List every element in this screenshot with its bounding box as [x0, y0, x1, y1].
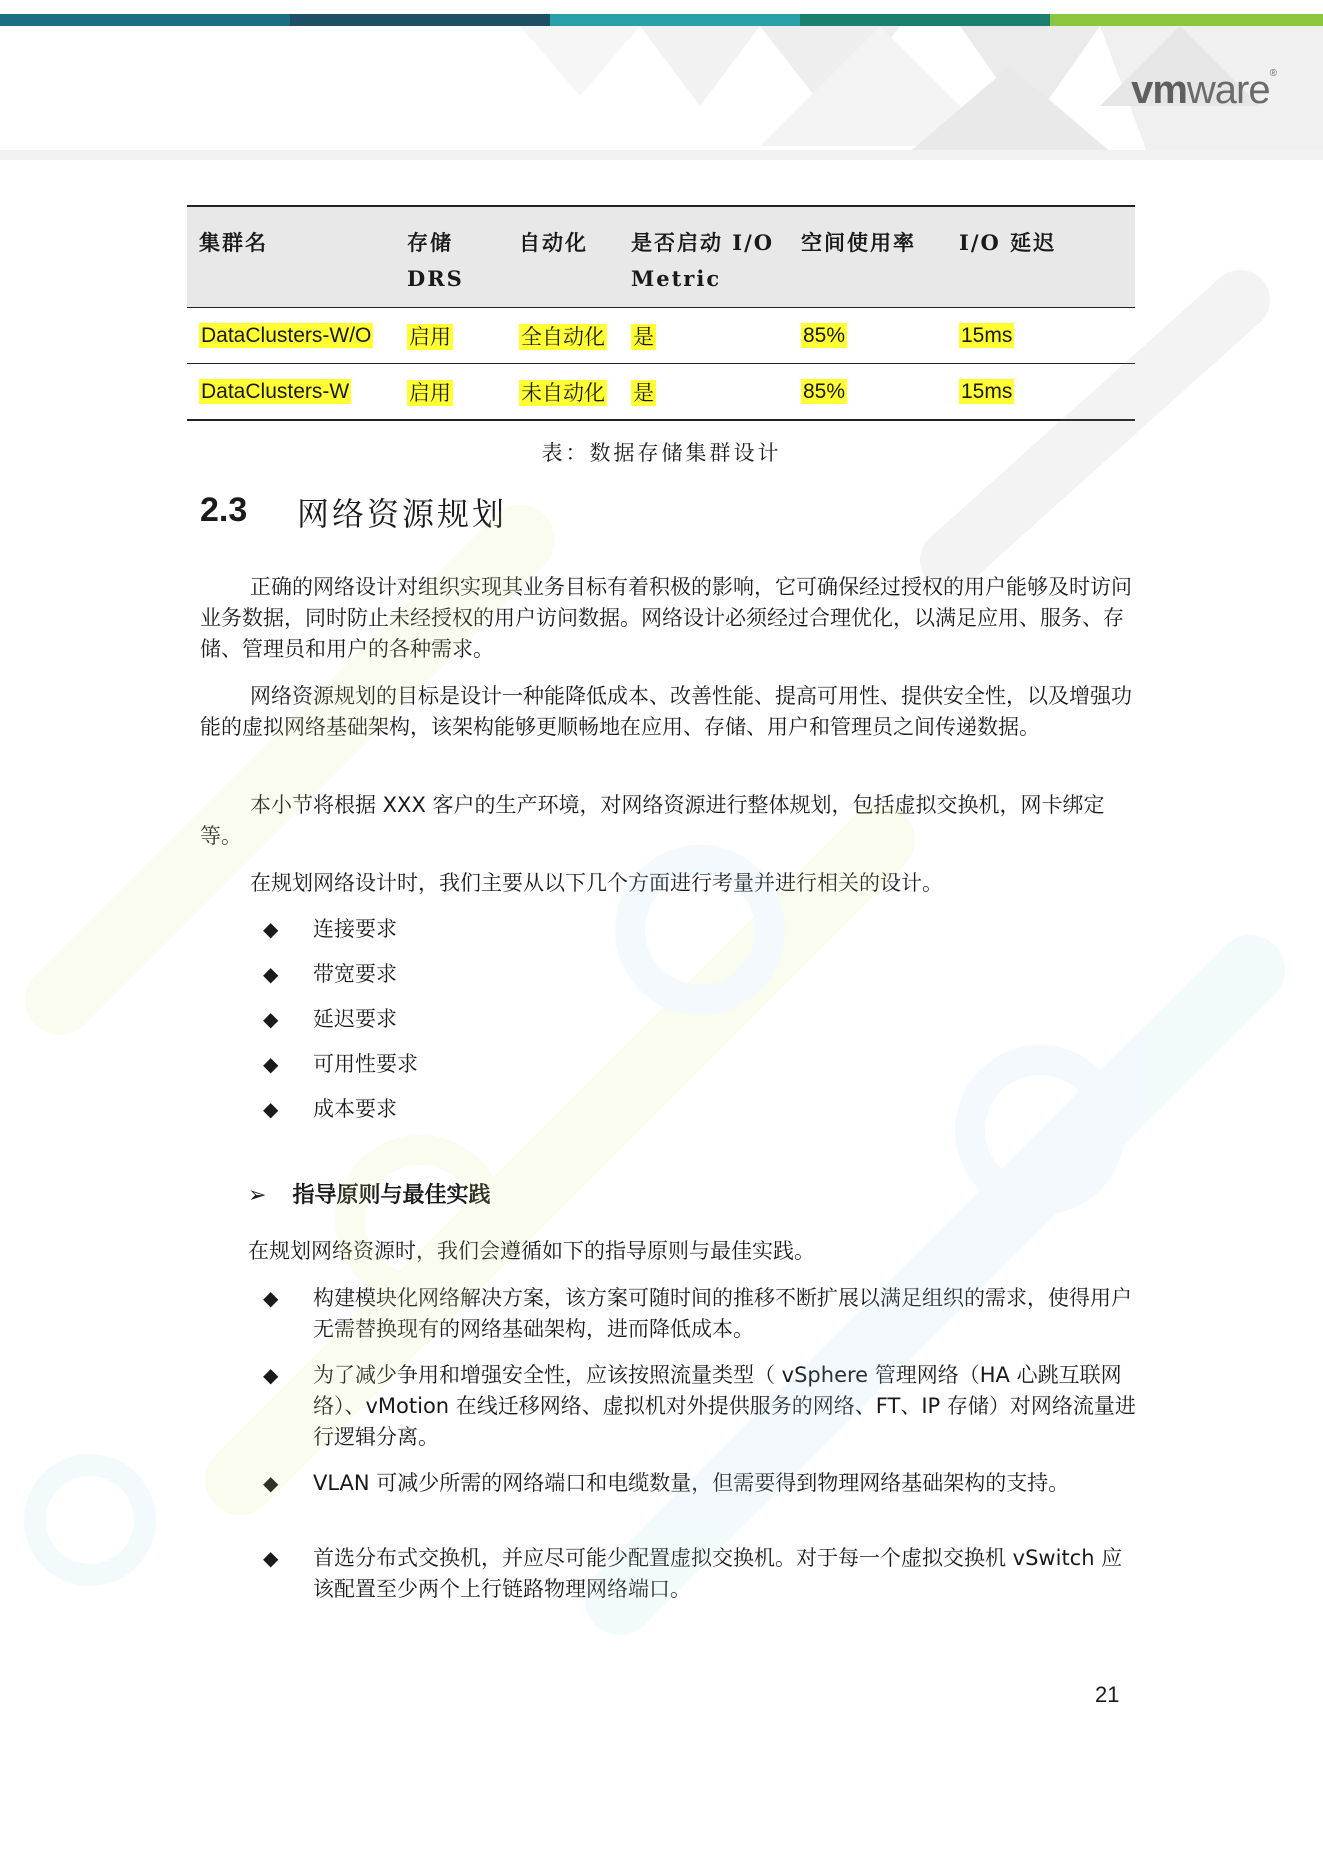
datastore-cluster-table [187, 205, 1135, 421]
subsection-heading [248, 1178, 490, 1209]
table-cell [947, 364, 1135, 421]
diamond-bullet-icon: ◆ [263, 1546, 279, 1570]
body-paragraph: 在规划网络设计时，我们主要从以下几个方面进行考量并进行相关的设计。 [250, 871, 943, 895]
table-header-cell: 自动化 [507, 206, 619, 308]
vmware-logo: vmware® [1131, 68, 1276, 112]
diamond-bullet-icon: ◆ [263, 962, 279, 986]
subsection-title: 指导原则与最佳实践 [292, 1183, 491, 1208]
diamond-bullet-icon: ◆ [263, 1007, 279, 1031]
practice-text: 首选分布式交换机，并应尽可能少配置虚拟交换机。对于每一个虚拟交换机 vSwitch 应该配置至少两个上行链路物理网络端口。 [313, 1546, 1123, 1601]
io-metric-enabled: 是 [633, 380, 654, 405]
arrow-bullet-icon: ➢ [248, 1183, 267, 1208]
table-cell [619, 308, 789, 364]
table-caption: 表：数据存储集群设计 [541, 441, 782, 465]
automation-level: 全自动化 [521, 324, 605, 349]
table-cell [507, 308, 619, 364]
drs-status: 启用 [409, 324, 451, 349]
space-usage: 85% [803, 324, 846, 347]
table-cell [187, 308, 395, 364]
requirement-label: 成本要求 [313, 1097, 397, 1121]
table-cell [395, 364, 507, 421]
automation-level: 未自动化 [521, 380, 605, 405]
header-pattern [0, 26, 1323, 160]
list-item [263, 1283, 1143, 1345]
body-paragraph: 正确的网络设计对组织实现其业务目标有着积极的影响，它可确保经过授权的用户能够及时访问业务数据，同时防止未经授权的用户访问数据。网络设计必须经过合理优化，以满足应用、服务、存储、管理员和用户的各种需求。 [200, 575, 1132, 661]
table-header-cell: 是否启动 I/O Metric [619, 206, 789, 308]
list-item [263, 1543, 1143, 1605]
table-cell [789, 308, 947, 364]
table-header-cell: 空间使用率 [789, 206, 947, 308]
practice-text: VLAN 可减少所需的网络端口和电缆数量，但需要得到物理网络基础架构的支持。 [313, 1471, 1070, 1495]
requirement-label: 连接要求 [313, 917, 397, 941]
requirement-label: 延迟要求 [313, 1007, 397, 1031]
cluster-name: DataClusters-W [201, 380, 350, 403]
table-cell [187, 364, 395, 421]
requirement-label: 带宽要求 [313, 962, 397, 986]
cluster-name: DataClusters-W/O [201, 324, 372, 347]
body-paragraph: 本小节将根据 XXX 客户的生产环境，对网络资源进行整体规划，包括虚拟交换机，网卡绑定等。 [200, 793, 1105, 848]
table-header-cell: I/O 延迟 [947, 206, 1135, 308]
table-cell [789, 364, 947, 421]
space-usage: 85% [803, 380, 846, 403]
table-cell [395, 308, 507, 364]
diamond-bullet-icon: ◆ [263, 1363, 279, 1387]
io-metric-enabled: 是 [633, 324, 654, 349]
table-row [187, 364, 1135, 421]
subsection-intro: 在规划网络资源时，我们会遵循如下的指导原则与最佳实践。 [248, 1239, 815, 1263]
list-item [263, 1468, 1143, 1499]
io-latency: 15ms [961, 324, 1013, 347]
diamond-bullet-icon: ◆ [263, 917, 279, 941]
page-number: 21 [1095, 1682, 1120, 1707]
section-number: 2.3 [200, 491, 248, 529]
table-cell [507, 364, 619, 421]
table-header-cell: 存储 DRS [395, 206, 507, 308]
drs-status: 启用 [409, 380, 451, 405]
body-paragraph: 网络资源规划的目标是设计一种能降低成本、改善性能、提高可用性、提供安全性，以及增强功能的虚拟网络基础架构，该架构能够更顺畅地在应用、存储、用户和管理员之间传递数据。 [200, 684, 1132, 739]
table-header-row [187, 206, 1135, 308]
diamond-bullet-icon: ◆ [263, 1286, 279, 1310]
practice-text: 构建模块化网络解决方案，该方案可随时间的推移不断扩展以满足组织的需求，使得用户无需替换现有的网络基础架构，进而降低成本。 [313, 1286, 1132, 1341]
table-row [187, 308, 1135, 364]
section-title: 网络资源规划 [297, 495, 508, 533]
io-latency: 15ms [961, 380, 1013, 403]
diamond-bullet-icon: ◆ [263, 1052, 279, 1076]
diamond-bullet-icon: ◆ [263, 1471, 279, 1495]
table-cell [947, 308, 1135, 364]
table-header-cell: 集群名 [187, 206, 395, 308]
requirement-label: 可用性要求 [313, 1052, 418, 1076]
table-cell [619, 364, 789, 421]
practice-text: 为了减少争用和增强安全性，应该按照流量类型（ vSphere 管理网络（HA 心跳互联网络）、vMotion 在线迁移网络、虚拟机对外提供服务的网络、FT、IP 存储）对网络流量进行逻辑分离。 [313, 1363, 1136, 1449]
header-color-stripe [0, 14, 1323, 26]
diamond-bullet-icon: ◆ [263, 1097, 279, 1121]
list-item [263, 1360, 1143, 1453]
